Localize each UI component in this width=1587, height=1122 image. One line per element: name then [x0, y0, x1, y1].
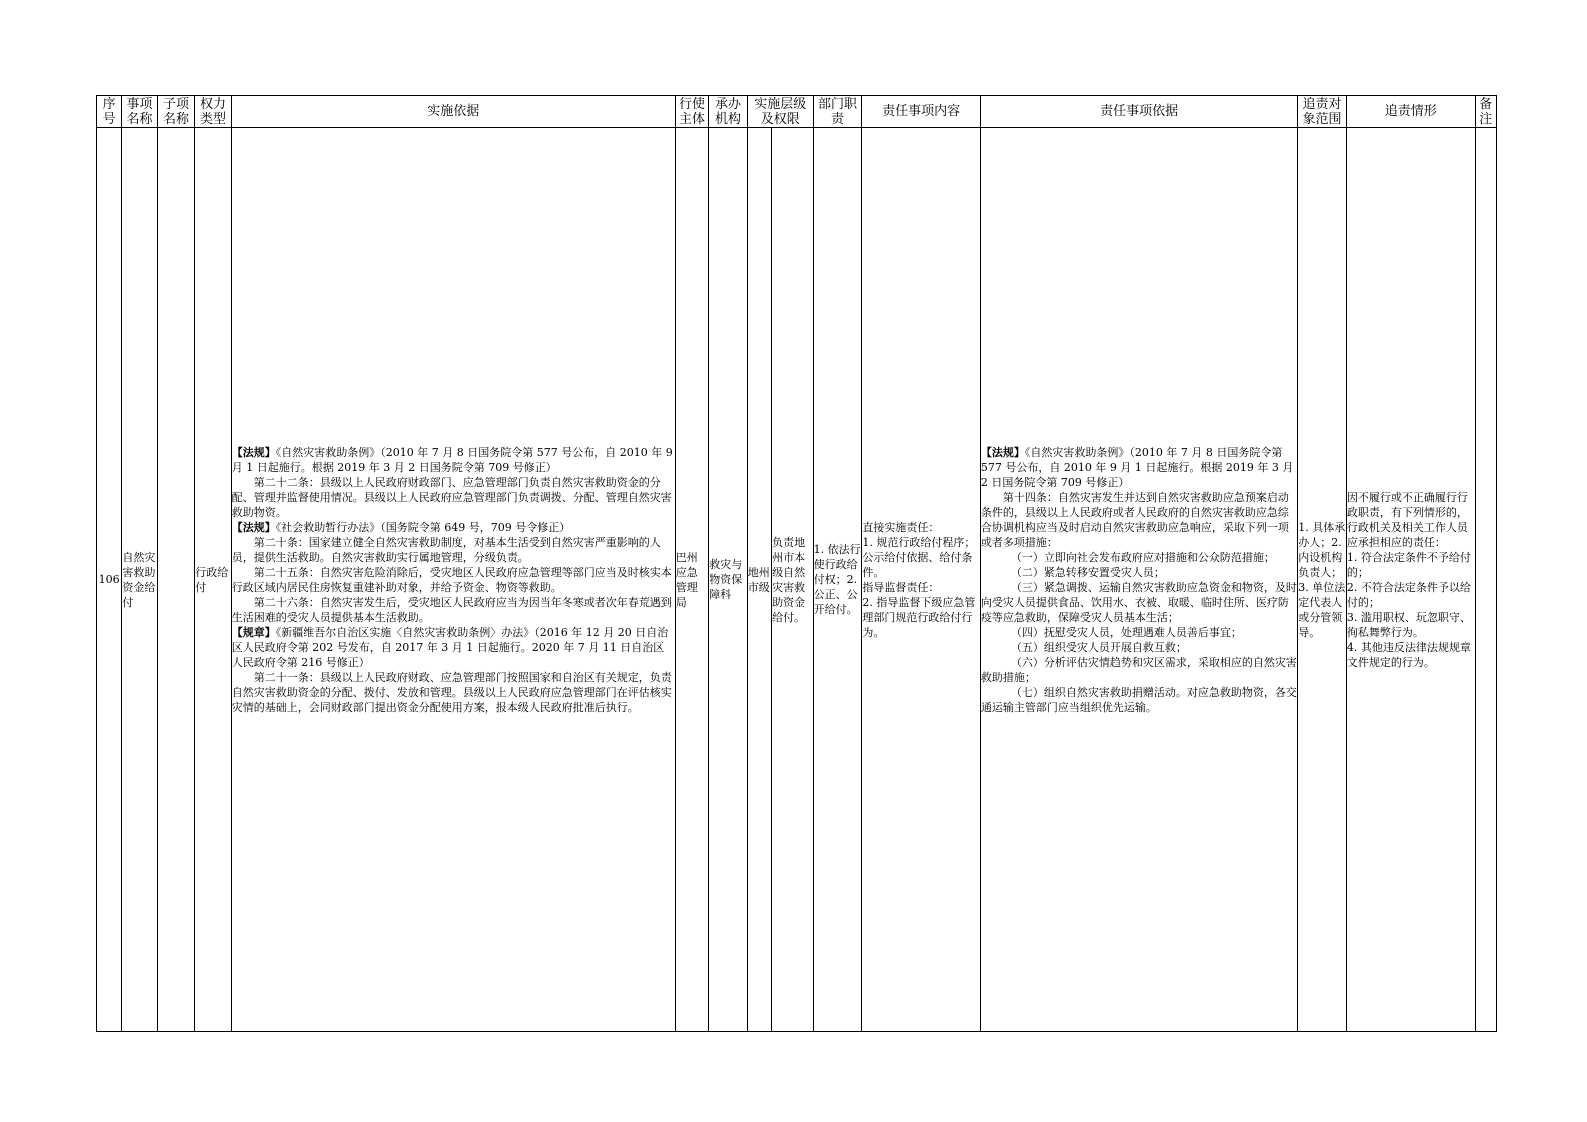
header-item-name: 事项名称 — [122, 96, 157, 128]
header-accountable-scope: 追责对象范围 — [1298, 96, 1347, 128]
responsibility-line: 1. 规范行政给付程序；公示给付依据、给付条件。 — [862, 535, 976, 579]
resp-basis-para: （七）组织自然灾害救助捐赠活动。对应急救助物资，各交通运输主管部门应当组织优先运输。 — [980, 685, 1297, 714]
resp-basis-para: （一）立即向社会发布政府应对措施和公众防范措施； — [1010, 550, 1275, 564]
cell-power-type: 行政给付 — [195, 128, 231, 1032]
header-remark: 备注 — [1475, 96, 1496, 128]
basis-para: 【法规】《社会救助暂行办法》（国务院令第 649 号，709 号令修正） — [231, 520, 571, 534]
header-sub-item: 子项名称 — [157, 96, 195, 128]
resp-basis-para: （六）分析评估灾情趋势和灾区需求，采取相应的自然灾害救助措施； — [980, 655, 1297, 684]
cell-item-name: 自然灾害救助资金给付 — [122, 128, 157, 1032]
resp-basis-para: （三）紧急调拨、运输自然灾害救助应急资金和物资，及时向受灾人员提供食品、饮用水、衣被、取暖、临时住所、医疗防疫等应急救助，保障受灾人员基本生活； — [980, 580, 1297, 624]
cell-undertaker: 救灾与物资保障科 — [709, 128, 748, 1032]
accountability-line: 4. 其他违反法律法规规章文件规定的行为。 — [1346, 640, 1471, 669]
responsibility-line: 直接实施责任： — [862, 520, 940, 534]
cell-responsibility — [862, 128, 981, 1032]
resp-basis-para: （五）组织受灾人员开展自救互救； — [1010, 640, 1187, 654]
cell-accountability — [1346, 128, 1475, 1032]
header-duty: 部门职责 — [813, 96, 862, 128]
resp-basis-para: （四）抚慰受灾人员，处理遇难人员善后事宜； — [1010, 625, 1242, 639]
responsibility-line: 指导监督责任： — [862, 580, 940, 594]
basis-para: 【规章】《新疆维吾尔自治区实施〈自然灾害救助条例〉办法》（2016 年 12 月 20 日自治区人民政府令第 202 号发布，自 2017 年 3 月 1 日起施行。2020 年 7 月 11 日自治区人民政府令第 216 号修正） — [231, 625, 669, 669]
cell-accountable-scope: 1. 具体承办人；2. 内设机构负责人；3. 单位法定代表人或分管领导。 — [1298, 128, 1347, 1032]
accountability-line: 2. 不符合法定条件予以给付的； — [1346, 580, 1471, 609]
basis-para: 第二十一条：县级以上人民政府财政、应急管理部门按照国家和自治区有关规定，负责自然灾害救助资金的分配、拨付、发放和管理。县级以上人民政府应急管理部门在评估核实灾情的基础上，会同财政部门提出资金分配使用方案，报本级人民政府批准后执行。 — [231, 670, 672, 714]
cell-duty: 1. 依法行使行政给付权；2. 公正、公开给付。 — [813, 128, 862, 1032]
cell-sub-item — [157, 128, 195, 1032]
resp-basis-para: （二）紧急转移安置受灾人员； — [1010, 565, 1165, 579]
header-undertaker: 承办机构 — [709, 96, 748, 128]
header-resp-basis: 责任事项依据 — [980, 96, 1297, 128]
header-subject: 行使主体 — [675, 96, 708, 128]
table-row — [97, 128, 1497, 1032]
cell-level: 地州市级 — [747, 128, 771, 1032]
responsibility-list-table — [96, 95, 1497, 1032]
basis-para: 第二十五条：自然灾害危险消除后，受灾地区人民政府应急管理等部门应当及时核实本行政区域内居民住房恢复重建补助对象，并给予资金、物资等救助。 — [231, 565, 672, 594]
cell-remark — [1475, 128, 1496, 1032]
basis-para: 第二十六条：自然灾害发生后，受灾地区人民政府应当为因当年冬寒或者次年春荒遇到生活困难的受灾人员提供基本生活救助。 — [231, 595, 672, 624]
accountability-line: 3. 滥用职权、玩忽职守、徇私舞弊行为。 — [1346, 610, 1471, 639]
responsibility-line: 2. 指导监督下级应急管理部门规范行政给付行为。 — [862, 595, 976, 639]
header-level: 实施层级及权限 — [747, 96, 813, 128]
header-seq: 序号 — [97, 96, 122, 128]
cell-subject: 巴州应急管理局 — [675, 128, 708, 1032]
cell-seq: 106 — [97, 128, 122, 1032]
accountability-line: 因不履行或不正确履行行政职责，有下列情形的，行政机关及相关工作人员应承担相应的责任： — [1346, 490, 1468, 549]
basis-para: 第二十二条：县级以上人民政府财政部门、应急管理部门负责自然灾害救助资金的分配、管理并监督使用情况。县级以上人民政府应急管理部门负责调拨、分配、管理自然灾害救助物资。 — [231, 475, 672, 519]
accountability-line: 1. 符合法定条件不予给付的； — [1346, 550, 1471, 579]
basis-para: 第二十条：国家建立健全自然灾害救助制度，对基本生活受到自然灾害严重影响的人员，提供生活救助。自然灾害救助实行属地管理，分级负责。 — [231, 535, 661, 564]
header-basis: 实施依据 — [231, 96, 675, 128]
header-accountability: 追责情形 — [1346, 96, 1475, 128]
cell-basis — [231, 128, 675, 1032]
basis-para: 【法规】《自然灾害救助条例》（2010 年 7 月 8 日国务院令第 577 号公布，自 2010 年 9 月 1 日起施行。根据 2019 年 3 月 2 日国务院令第 709 号修正） — [231, 445, 673, 474]
resp-basis-para: 【法规】《自然灾害救助条例》（2010 年 7 月 8 日国务院令第 577 号公布，自 2010 年 9 月 1 日起施行。根据 2019 年 3 月 2 日国务院令第 709 号修正） — [980, 445, 1294, 489]
cell-level-scope: 负责地州市本级自然灾害救助资金给付。 — [772, 128, 814, 1032]
header-responsibility: 责任事项内容 — [862, 96, 981, 128]
header-row — [97, 96, 1497, 128]
resp-basis-para: 第十四条：自然灾害发生并达到自然灾害救助应急预案启动条件的，县级以上人民政府或者人民政府的自然灾害救助应急综合协调机构应当及时启动自然灾害救助应急响应，采取下列一项或者多项措施： — [980, 490, 1289, 549]
header-power-type: 权力类型 — [195, 96, 231, 128]
cell-resp-basis — [980, 128, 1297, 1032]
